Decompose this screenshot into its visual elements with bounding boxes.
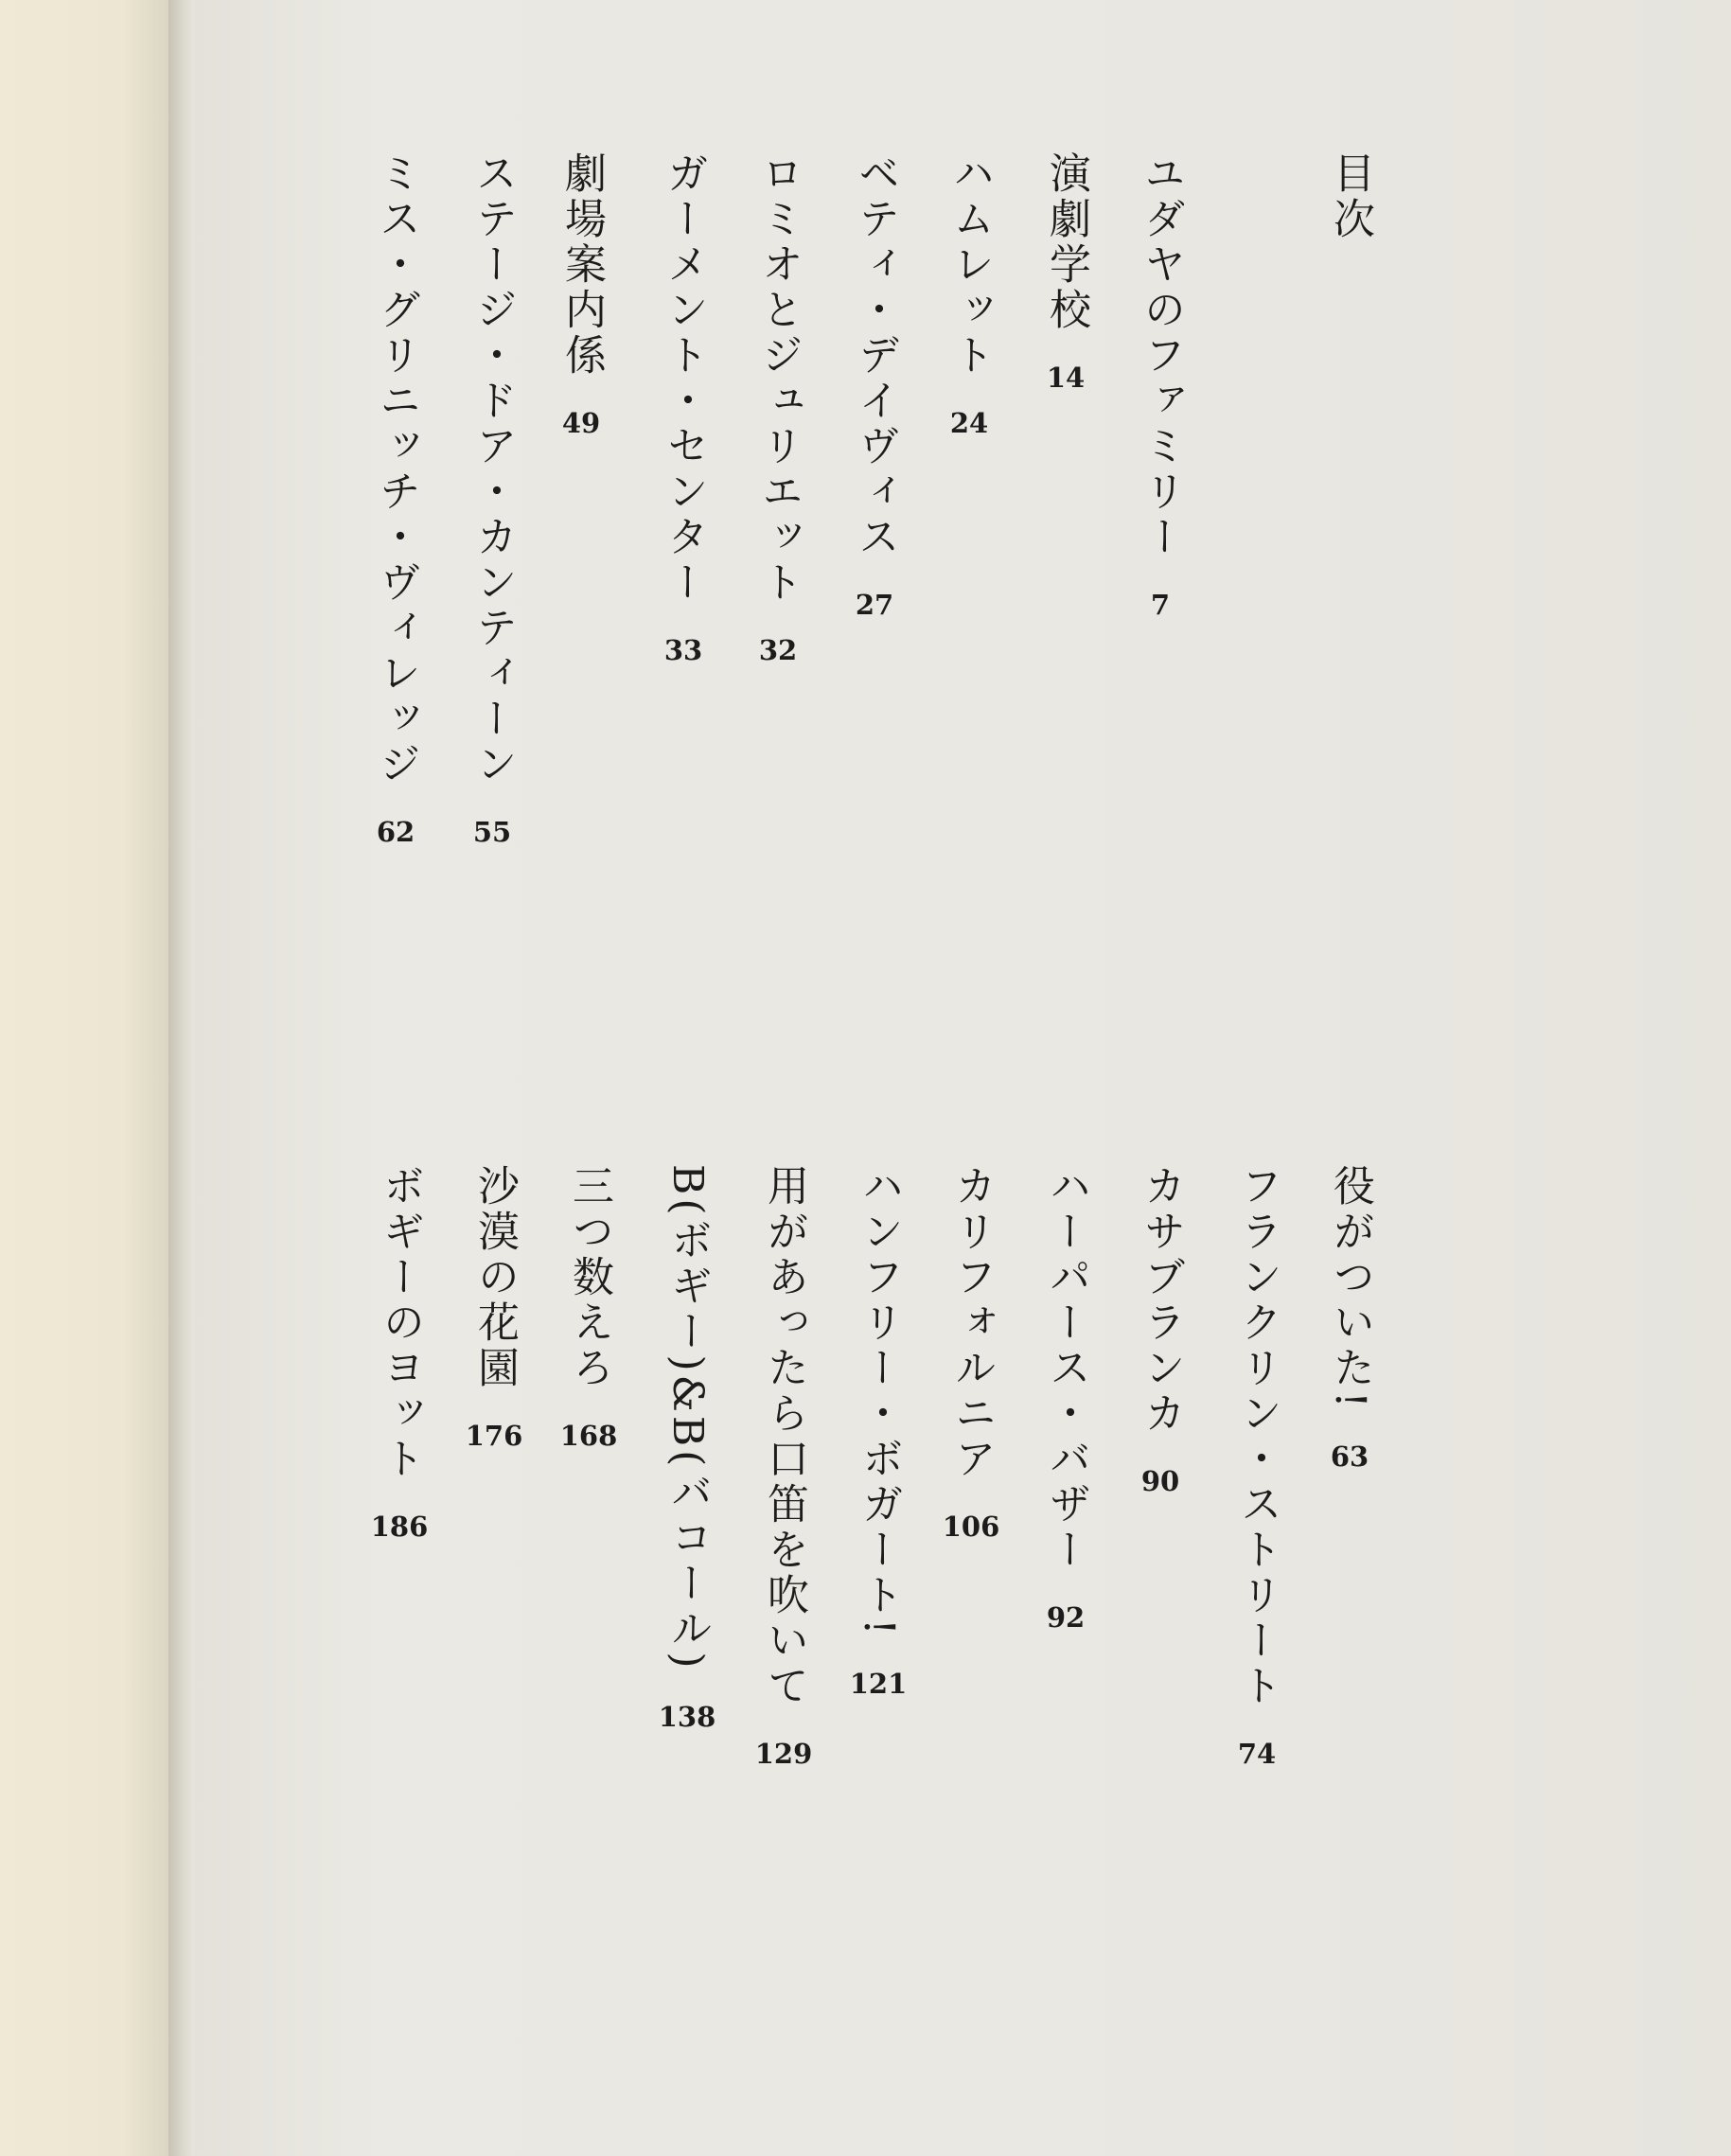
toc-entry bbox=[1037, 1164, 1094, 1634]
toc-entry bbox=[850, 1164, 907, 1700]
toc-entry-page: 129 bbox=[754, 1738, 813, 1770]
toc-entry-title: ボギーのヨット bbox=[376, 1164, 424, 1482]
toc-entry-page: 176 bbox=[465, 1420, 523, 1452]
toc-entry bbox=[1132, 151, 1189, 621]
toc-entry-title: 役がついた! bbox=[1326, 1164, 1374, 1412]
toc-entry-page: 168 bbox=[559, 1420, 618, 1452]
toc-entry-title: ガーメント・センター bbox=[660, 151, 708, 606]
toc-entry-page: 74 bbox=[1237, 1738, 1277, 1770]
toc-entry bbox=[464, 151, 521, 848]
toc-entry-page: 63 bbox=[1330, 1440, 1369, 1473]
toc-entry-title: ハーパース・バザー bbox=[1042, 1164, 1090, 1573]
toc-entry-title: ハンフリー・ボガート! bbox=[855, 1164, 903, 1639]
toc-entry-page: 92 bbox=[1046, 1601, 1086, 1634]
toc-entry-title: ユダヤのファミリー bbox=[1137, 151, 1185, 560]
toc-entry bbox=[659, 1164, 715, 1733]
toc-entry bbox=[1132, 1164, 1189, 1497]
toc-entry-title: ロミオとジュリエット bbox=[754, 151, 803, 606]
toc-entry-title: フランクリン・ストリート bbox=[1233, 1164, 1281, 1709]
facing-page bbox=[0, 0, 175, 2156]
toc-entry-page: 14 bbox=[1046, 362, 1086, 394]
toc-entry-title: B(ボギー)&B(バコール) bbox=[663, 1164, 712, 1672]
toc-entry bbox=[655, 151, 712, 666]
toc-entry-page: 33 bbox=[663, 634, 703, 666]
toc-entry bbox=[1228, 1164, 1285, 1770]
toc-entry bbox=[560, 1164, 617, 1452]
toc-entry-title: ステージ・ドア・カンティーン bbox=[468, 151, 517, 787]
toc-entry-page: 138 bbox=[658, 1700, 716, 1733]
toc-entry bbox=[750, 151, 806, 666]
toc-entry-page: 106 bbox=[942, 1511, 1000, 1543]
toc-entry-page: 55 bbox=[472, 816, 512, 848]
toc-entry bbox=[371, 1164, 428, 1543]
toc-entry-page: 62 bbox=[376, 816, 415, 848]
toc-entry bbox=[1321, 1164, 1378, 1473]
contents-title: 目次 bbox=[1326, 151, 1374, 242]
book-gutter bbox=[168, 0, 197, 2156]
toc-entry bbox=[846, 151, 903, 621]
toc-entry bbox=[466, 1164, 522, 1452]
toc-entry-page: 121 bbox=[849, 1667, 908, 1700]
toc-entry bbox=[941, 151, 998, 439]
toc-entry bbox=[367, 151, 424, 848]
toc-entry-title: 劇場案内係 bbox=[557, 151, 606, 379]
toc-entry-page: 24 bbox=[949, 407, 989, 439]
toc-entry-page: 49 bbox=[561, 407, 601, 439]
toc-entry-title: 三つ数えろ bbox=[565, 1164, 613, 1391]
toc-entry-page: 186 bbox=[370, 1511, 429, 1543]
toc-entry-title: 沙漠の花園 bbox=[470, 1164, 519, 1391]
toc-entry bbox=[1037, 151, 1094, 394]
toc-entry-title: ハムレット bbox=[945, 151, 994, 379]
toc-entry-page: 90 bbox=[1140, 1465, 1180, 1497]
toc-entry-page: 7 bbox=[1150, 589, 1171, 621]
toc-entry bbox=[755, 1164, 812, 1770]
toc-entry bbox=[943, 1164, 999, 1543]
toc-entry-title: ベティ・デイヴィス bbox=[851, 151, 899, 560]
toc-entry-page: 32 bbox=[758, 634, 798, 666]
toc-entry-title: ミス・グリニッチ・ヴィレッジ bbox=[372, 151, 420, 787]
contents-heading bbox=[1321, 151, 1378, 242]
toc-entry bbox=[553, 151, 609, 439]
toc-entry-title: 演劇学校 bbox=[1042, 151, 1090, 333]
toc-entry-page: 27 bbox=[855, 589, 894, 621]
toc-entry-title: カリフォルニア bbox=[947, 1164, 996, 1482]
toc-entry-title: カサブランカ bbox=[1137, 1164, 1185, 1437]
toc-entry-title: 用があったら口笛を吹いて bbox=[760, 1164, 808, 1709]
